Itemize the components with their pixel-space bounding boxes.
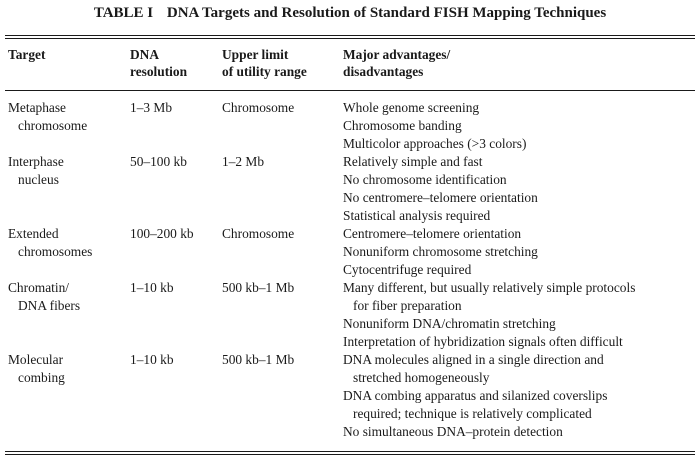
target-line: Molecular <box>8 352 64 367</box>
advantage-line: Cytocentrifuge required <box>343 262 472 277</box>
row-advantages <box>343 225 538 279</box>
row-upper-limit: 500 kb–1 Mb <box>222 352 295 367</box>
header-resolution <box>130 46 187 80</box>
header-line: of utility range <box>222 64 307 79</box>
header-target <box>8 46 45 63</box>
advantage-line: Multicolor approaches (>3 colors) <box>343 136 527 151</box>
target-line: nucleus <box>18 172 59 187</box>
advantage-line: Statistical analysis required <box>343 208 491 223</box>
row-resolution: 1–10 kb <box>130 352 174 367</box>
advantage-line: No centromere–telomere orientation <box>343 190 538 205</box>
row-upper-limit: Chromosome <box>222 226 295 241</box>
bottom-rule-double <box>5 454 695 455</box>
top-rule <box>5 35 695 36</box>
row-advantages <box>343 279 635 351</box>
row-upper-limit: Chromosome <box>222 100 295 115</box>
table-title: DNA Targets and Resolution of Standard FISH Mapping Techniques <box>166 5 607 21</box>
row-target <box>8 351 65 387</box>
row-resolution: 1–3 Mb <box>130 100 173 115</box>
target-line: chromosome <box>18 118 88 133</box>
advantage-line: No simultaneous DNA–protein detection <box>343 424 563 439</box>
header-line: resolution <box>130 64 188 79</box>
row-target <box>8 153 64 189</box>
advantage-line: Centromere–telomere orientation <box>343 226 522 241</box>
row-resolution: 50–100 kb <box>130 154 187 169</box>
advantage-line: for fiber preparation <box>353 298 462 313</box>
row-upper-limit: 1–2 Mb <box>222 154 265 169</box>
top-rule-double <box>5 38 695 39</box>
row-advantages <box>343 351 607 441</box>
advantage-line: Nonuniform DNA/chromatin stretching <box>343 316 556 331</box>
target-line: Extended <box>8 226 59 241</box>
header-upper-limit <box>222 46 307 80</box>
table-number: TABLE I <box>93 5 154 21</box>
advantage-line: Nonuniform chromosome stretching <box>343 244 538 259</box>
table-caption <box>0 5 700 22</box>
target-line: Metaphase <box>8 100 67 115</box>
header-line: Target <box>8 47 46 62</box>
row-target <box>8 99 87 135</box>
header-rule <box>5 90 695 91</box>
target-line: Interphase <box>8 154 64 169</box>
advantage-line: DNA molecules aligned in a single direction and <box>343 352 604 367</box>
row-upper-limit: 500 kb–1 Mb <box>222 280 295 295</box>
advantage-line: Whole genome screening <box>343 100 480 115</box>
header-line: DNA <box>130 47 160 62</box>
row-advantages <box>343 99 526 153</box>
row-target <box>8 279 80 315</box>
header-line: Major advantages/ <box>343 47 451 62</box>
header-advantages <box>343 46 450 80</box>
advantage-line: required; technique is relatively complicated <box>353 406 592 421</box>
target-line: chromosomes <box>18 244 93 259</box>
target-line: DNA fibers <box>18 298 81 313</box>
row-target <box>8 225 92 261</box>
advantage-line: Relatively simple and fast <box>343 154 483 169</box>
advantage-line: No chromosome identification <box>343 172 507 187</box>
target-line: combing <box>18 370 65 385</box>
header-line: disadvantages <box>343 64 424 79</box>
advantage-line: Interpretation of hybridization signals often difficult <box>343 334 623 349</box>
row-resolution: 100–200 kb <box>130 226 194 241</box>
advantage-line: Chromosome banding <box>343 118 462 133</box>
advantage-line: stretched homogeneously <box>353 370 490 385</box>
advantage-line: DNA combing apparatus and silanized coverslips <box>343 388 608 403</box>
bottom-rule <box>5 451 695 452</box>
header-line: Upper limit <box>222 47 289 62</box>
target-line: Chromatin/ <box>8 280 69 295</box>
row-resolution: 1–10 kb <box>130 280 174 295</box>
row-advantages <box>343 153 538 225</box>
advantage-line: Many different, but usually relatively simple protocols <box>343 280 636 295</box>
